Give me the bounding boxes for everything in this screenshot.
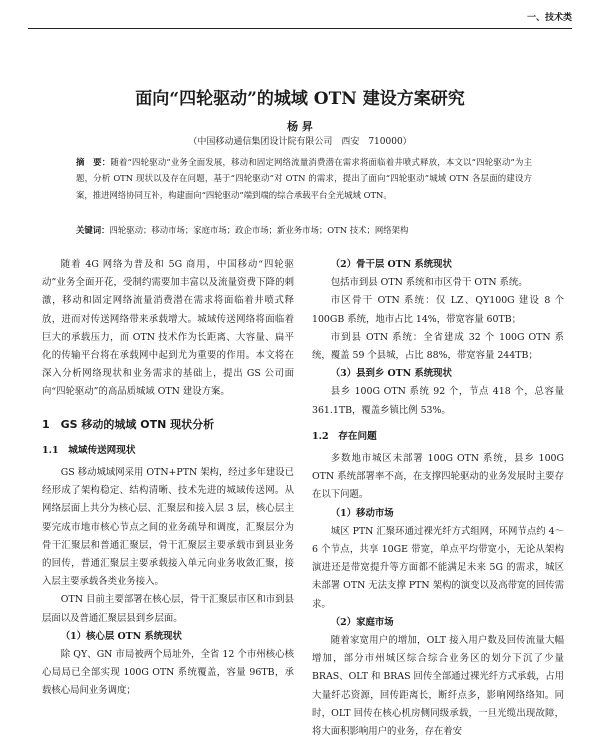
paragraph: GS 移动城域网采用 OTN+PTN 架构，经过多年建设已经形成了架构稳定、结构清晰、技术先进的城域传送网。从网络层面上共分为核心层、汇聚层和接入层 3 层，核心层主要完成市地市核心节点之间的业务疏导和调度，汇聚层分为骨干汇聚层和普通汇聚层，骨干汇聚层主要承载市到县业务的回传，普通汇聚层主要承载接入单元向业务收敛汇聚，接入层主要承载各类业务接入。 [42, 467, 294, 588]
paragraph: 市到县 OTN 系统：全省建成 32 个 100G OTN 系统，覆盖 59 个县城，占比 88%，带宽容量 244TB； [312, 331, 564, 362]
paragraph: 包括市到县 OTN 系统和市区骨干 OTN 系统。 [330, 277, 528, 289]
section-heading-1: 1 GS 移动的城域 OTN 现状分析 [42, 417, 215, 431]
paragraph: 城区 PTN 汇聚环通过裸光纤方式组网，环网节点约 4～6 个节点，共享 10GE 带宽，单点平均带宽小，无论从架构演进还是带宽提升等方面都不能满足未来 5G 的需求，城区未部署 OTN 无法支撑 PTN 架构的演变以及高带宽的回传需求。 [312, 525, 564, 610]
keywords [76, 224, 532, 236]
paragraph: 除 QY、GN 市局被两个局址外，全省 12 个市州核心核心局局已全部实现 100G OTN 系统覆盖，容量 96TB，承载核心局间业务调度； [42, 649, 294, 697]
paragraph: 随着家宽用户的增加，OLT 接入用户数及回传流量大幅增加，部分市州城区综合综合业务区的划分下沉了少量 BRAS、OLT 和 BRAS 回传全部通过裸光纤方式承载，占用大量纤芯资源，回传距离长，断纤点多，影响网络络知。同时，OLT 回传在核心机房侧同级承载，一旦光缆出现故障，将大面积影响用户的业务，存在着安 [312, 635, 564, 738]
paper-title: 面向“四轮驱动”的城域 OTN 建设方案研究 [135, 89, 465, 109]
item-heading-backbone-layer: （2）骨干层 OTN 系统现状 [330, 259, 452, 270]
abstract [76, 154, 532, 203]
running-header [28, 10, 572, 29]
item-heading-core-layer: （1）核心层 OTN 系统现状 [60, 630, 182, 642]
paragraph: 市区骨干 OTN 系统：仅 LZ、QY100G 建设 8 个 100GB 系统，地市占比 14%，带宽容量 60TB； [312, 295, 564, 325]
paragraph: OTN 目前主要部署在核心层，骨干汇聚层市区和市到县层面以及普通汇聚层县到乡层面。 [42, 594, 294, 624]
subsection-heading-1-1: 1.1 城域传送网现状 [42, 444, 136, 456]
paper-affiliation: （中国移动通信集团设计院有限公司 西安 710000） [188, 137, 412, 147]
paragraph: 县乡 100G OTN 系统 92 个，节点 418 个，总容量 361.1TB，覆盖乡镇比例 53%。 [312, 386, 564, 416]
header-section-label: 一、技术类 [526, 13, 572, 23]
keywords-label: 关键词： [76, 225, 110, 235]
left-column [42, 256, 294, 701]
item-heading-mobile-market: （1）移动市场 [330, 507, 394, 519]
intro-paragraph: 随着 4G 网络为普及和 5G 商用，中国移动“四轮驱动”业务全面开花，受制约需要加丰富以及流量资费下降的刺激，移动和固定网络流量消费潜在需求将面临着井喷式释放，进而对传送网络带来承载增大。城域传送网络将面临着巨大的承载压力，而 OTN 技术作为长距离、大容量、扁平化的传输平台将在承载网中起到尤为重要的作用。本文将在深入分析网络现状和业务需求的基础上，提出 GS 公司面向“四轮驱动”的高品质城域 OTN 建设方案。 [42, 259, 294, 398]
subsection-heading-1-2: 1.2 存在问题 [312, 430, 377, 442]
keywords-text: 四轮驱动；移动市场；家庭市场；政企市场；新业务市场；OTN 技术；网络架构 [109, 225, 409, 235]
right-column [312, 256, 564, 741]
paragraph: 多数地市城区未部署 100G OTN 系统，县乡 100G OTN 系统部署率不高，在支撑四轮驱动的业务发展时主要存在以下问题。 [312, 453, 564, 501]
paper-author: 杨 昇 [287, 120, 313, 133]
abstract-label: 摘 要： [76, 157, 111, 167]
item-heading-home-market: （2）家庭市场 [330, 616, 394, 628]
item-heading-county-township: （3）县到乡 OTN 系统现状 [330, 368, 452, 380]
abstract-text: 随着“四轮驱动”业务全面发展，移动和固定网络流量消费潜在需求将面临着井喷式释放，本文以“四轮驱动”为主题，分析 OTN 现状以及存在问题，基于“四轮驱动”对 OTN 的需求，提出了面向“四轮驱动”城域 OTN 各层面的建设方案，推进网络协同互补，构建面向“四轮驱动”端到端的综合承载平台全光城域 OTN。 [76, 157, 533, 200]
